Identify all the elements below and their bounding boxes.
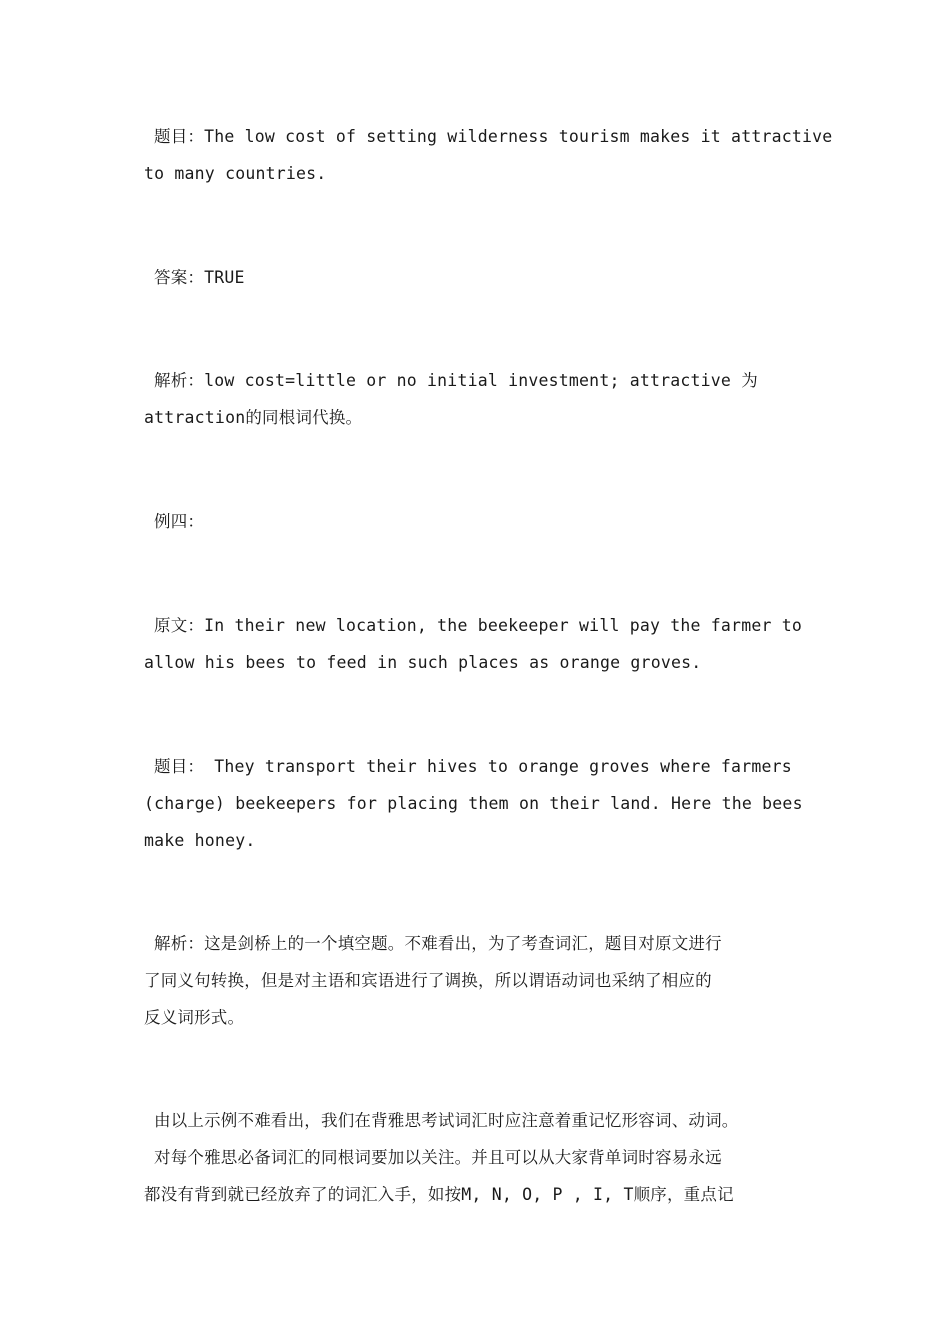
example-heading bbox=[144, 503, 834, 540]
text-line: 都没有背到就已经放弃了的词汇入手，如按M, N, O, P , I, T顺序，重点记 bbox=[144, 1185, 734, 1204]
text-line: make honey. bbox=[144, 831, 256, 850]
text-line: to many countries. bbox=[144, 164, 327, 183]
text-line: 例四： bbox=[154, 512, 205, 531]
text-line: 答案：TRUE bbox=[154, 268, 245, 287]
text-line: 反义词形式。 bbox=[144, 1008, 245, 1027]
text-line: 对每个雅思必备词汇的同根词要加以关注。并且可以从大家背单词时容易永远 bbox=[154, 1148, 722, 1167]
question-paragraph-1 bbox=[144, 118, 834, 192]
summary-paragraph bbox=[144, 1102, 834, 1213]
text-line: allow his bees to feed in such places as orange groves. bbox=[144, 653, 702, 672]
analysis-paragraph-1 bbox=[144, 362, 834, 436]
text-line: 题目： They transport their hives to orange groves where farmers bbox=[154, 757, 792, 776]
text-line: 解析：low cost=little or no initial investment; attractive 为 bbox=[154, 371, 758, 390]
text-line: (charge) beekeepers for placing them on their land. Here the bees bbox=[144, 794, 803, 813]
text-line: 由以上示例不难看出，我们在背雅思考试词汇时应注意着重记忆形容词、动词。 bbox=[154, 1111, 739, 1130]
text-line: 题目：The low cost of setting wilderness tourism makes it attractive bbox=[154, 127, 833, 146]
original-text-paragraph bbox=[144, 607, 834, 681]
answer-paragraph bbox=[144, 259, 834, 296]
text-line: 原文：In their new location, the beekeeper will pay the farmer to bbox=[154, 616, 802, 635]
analysis-paragraph-2 bbox=[144, 925, 834, 1036]
question-paragraph-2 bbox=[144, 748, 834, 859]
text-line: 了同义句转换，但是对主语和宾语进行了调换，所以谓语动词也采纳了相应的 bbox=[144, 971, 712, 990]
text-line: attraction的同根词代换。 bbox=[144, 408, 363, 427]
text-line: 解析：这是剑桥上的一个填空题。不难看出，为了考查词汇，题目对原文进行 bbox=[154, 934, 722, 953]
